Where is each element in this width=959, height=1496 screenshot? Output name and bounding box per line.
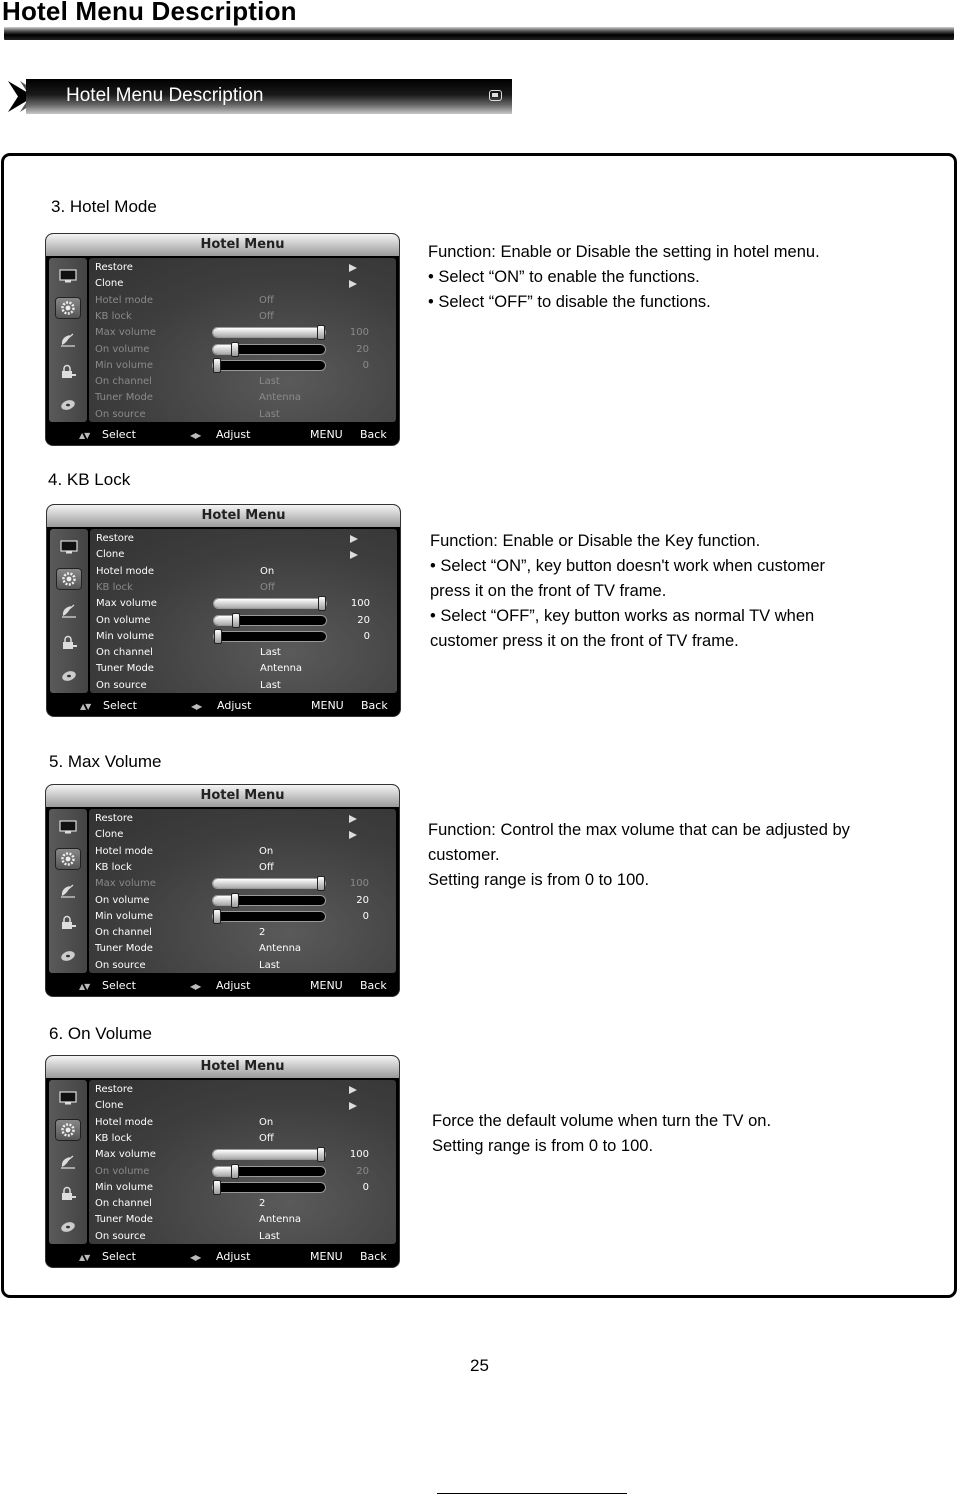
osd-menu-row: [89, 1131, 396, 1147]
osd-footer: [46, 1247, 399, 1267]
osd-menu-row: [89, 860, 396, 876]
lock-icon: [57, 633, 81, 653]
osd-row-label: On channel: [95, 1198, 152, 1210]
osd-volume-slider: [214, 632, 326, 641]
osd-menu-row: [89, 293, 396, 309]
osd-category-sidebar: [49, 1080, 87, 1244]
osd-title: Hotel Menu: [200, 788, 285, 803]
gear-icon: [56, 298, 80, 318]
up-down-arrows-icon: ▲▼: [80, 702, 91, 711]
description-line: Function: Enable or Disable the setting in hotel menu.: [428, 243, 820, 261]
osd-row-label: On source: [95, 959, 146, 971]
osd-row-value: 20: [357, 614, 370, 626]
osd-menu-row: [89, 390, 396, 406]
tv-screen-icon: [56, 1088, 80, 1108]
footer-menu: MENU: [311, 699, 344, 712]
osd-row-value: 100: [349, 327, 369, 339]
osd-row-label: Clone: [96, 549, 125, 561]
description-line: Setting range is from 0 to 100.: [428, 871, 650, 889]
lock-icon: [56, 913, 80, 933]
description-line: press it on the front of TV frame.: [430, 582, 667, 600]
osd-row-label: On volume: [95, 343, 150, 355]
description-line: Function: Control the max volume that can be adjusted by: [428, 821, 850, 839]
osd-row-label: Restore: [95, 262, 133, 273]
footer-menu: MENU: [310, 979, 343, 992]
osd-row-value: 20: [356, 1165, 369, 1177]
osd-row-label: Tuner Mode: [95, 392, 153, 404]
osd-row-value: Off: [259, 310, 274, 322]
osd-row-label: On volume: [95, 1165, 150, 1177]
page-title: Hotel Menu Description: [2, 0, 297, 26]
footer-select: Select: [102, 979, 136, 992]
slider-knob: [213, 358, 221, 373]
slider-knob: [213, 1180, 221, 1195]
osd-menu-row: [90, 629, 397, 645]
description-line: • Select “OFF” to disable the functions.: [428, 293, 711, 311]
osd-row-label: On source: [96, 679, 147, 691]
osd-row-value: Last: [259, 408, 280, 420]
osd-row-value: 100: [349, 878, 369, 890]
osd-footer: [46, 976, 399, 996]
osd-menu-list: [90, 529, 397, 693]
description-hotel-mode: [428, 240, 820, 315]
osd-row-value: 100: [349, 1149, 369, 1161]
osd-row-value: Antenna: [259, 1214, 302, 1226]
osd-menu-row: [89, 1115, 396, 1131]
osd-row-value: Off: [259, 294, 274, 306]
description-max-volume: [428, 818, 850, 893]
section-heading-max-volume: 5. Max Volume: [49, 752, 162, 771]
osd-menu-row: [90, 645, 397, 661]
description-line: • Select “ON”, key button doesn't work when customer: [430, 557, 826, 575]
footer-adjust: Adjust: [216, 979, 251, 992]
osd-row-value: 100: [350, 598, 370, 610]
osd-row-value: Off: [259, 1132, 274, 1144]
hotel-menu-screenshot-kb-lock: [47, 505, 400, 716]
arrow-right-icon: [349, 1102, 357, 1110]
osd-row-label: KB lock: [95, 310, 132, 322]
osd-menu-row: [89, 260, 396, 276]
osd-menu-row: [90, 547, 397, 563]
osd-row-value: Antenna: [260, 663, 303, 675]
lock-icon: [56, 1184, 80, 1204]
osd-volume-slider: [213, 1183, 325, 1192]
osd-row-label: Tuner Mode: [95, 943, 153, 955]
osd-row-value: 2: [259, 927, 266, 939]
osd-menu-row: [90, 580, 397, 596]
osd-row-value: On: [259, 1116, 274, 1128]
osd-menu-row: [89, 827, 396, 843]
up-down-arrows-icon: ▲▼: [79, 982, 90, 991]
osd-category-sidebar: [50, 529, 88, 693]
hotel-menu-screenshot-max-volume: [46, 785, 399, 996]
section-heading-kb-lock: 4. KB Lock: [48, 470, 131, 489]
osd-title: Hotel Menu: [200, 237, 285, 252]
left-right-arrows-icon: ◀▶: [190, 1253, 201, 1262]
disc-icon: [56, 394, 80, 414]
osd-volume-slider: [214, 616, 326, 625]
osd-row-label: On channel: [96, 647, 153, 659]
satellite-dish-icon: [56, 330, 80, 350]
osd-row-value: Last: [260, 679, 281, 691]
osd-row-label: On volume: [95, 894, 150, 906]
osd-row-label: On channel: [95, 927, 152, 939]
slider-knob: [232, 613, 240, 628]
osd-volume-slider: [213, 896, 325, 905]
gear-icon: [56, 849, 80, 869]
osd-row-value: Off: [260, 581, 275, 593]
slider-knob: [317, 325, 325, 340]
osd-title-bar: [47, 505, 400, 527]
osd-row-label: Clone: [95, 829, 124, 841]
footer-menu: MENU: [310, 1250, 343, 1263]
osd-volume-slider: [213, 328, 325, 337]
osd-row-label: Max volume: [95, 327, 156, 339]
osd-row-label: On channel: [95, 376, 152, 388]
osd-menu-row: [89, 941, 396, 957]
disc-icon: [56, 1216, 80, 1236]
footer-back: Back: [360, 1250, 387, 1263]
osd-menu-row: [89, 893, 396, 909]
osd-row-label: KB lock: [95, 1132, 132, 1144]
tv-screen-icon: [56, 817, 80, 837]
osd-row-label: Min volume: [95, 910, 153, 922]
osd-row-label: Max volume: [96, 598, 157, 610]
slider-knob: [231, 1164, 239, 1179]
description-line: • Select “ON” to enable the functions.: [428, 268, 700, 286]
footer-select: Select: [103, 699, 137, 712]
slider-knob: [231, 342, 239, 357]
osd-volume-slider: [213, 1150, 325, 1159]
osd-title-bar: [46, 1056, 399, 1078]
gear-icon: [56, 1120, 80, 1140]
osd-row-label: On source: [95, 1230, 146, 1242]
osd-row-label: KB lock: [95, 861, 132, 873]
osd-menu-row: [89, 325, 396, 341]
osd-volume-slider: [213, 879, 325, 888]
osd-menu-row: [89, 876, 396, 892]
footer-select: Select: [102, 1250, 136, 1263]
osd-row-label: Max volume: [95, 1149, 156, 1161]
osd-menu-list: [89, 809, 396, 973]
osd-volume-slider: [213, 361, 325, 370]
arrow-right-icon: [349, 1086, 357, 1094]
description-on-volume: [432, 1109, 771, 1159]
hotel-menu-screenshot-hotel-mode: [46, 234, 399, 445]
osd-row-value: 0: [362, 359, 369, 371]
section-heading-on-volume: 6. On Volume: [49, 1024, 153, 1043]
osd-row-label: Hotel mode: [96, 565, 155, 577]
osd-title: Hotel Menu: [200, 1059, 285, 1074]
osd-menu-row: [90, 564, 397, 580]
footer-adjust: Adjust: [217, 699, 252, 712]
hotel-menu-screenshot-on-volume: [46, 1056, 399, 1267]
osd-menu-row: [90, 661, 397, 677]
osd-menu-row: [89, 342, 396, 358]
osd-menu-row: [90, 678, 397, 694]
disc-icon: [56, 945, 80, 965]
slider-knob: [317, 876, 325, 891]
disc-icon: [57, 665, 81, 685]
footer-back: Back: [360, 979, 387, 992]
section-heading-hotel-mode: 3. Hotel Mode: [51, 197, 157, 216]
slider-knob: [318, 596, 326, 611]
osd-menu-list: [89, 1080, 396, 1244]
osd-volume-slider: [213, 912, 325, 921]
osd-row-value: Last: [259, 959, 280, 971]
osd-category-sidebar: [49, 258, 87, 422]
arrow-right-icon: [349, 264, 357, 272]
osd-title-bar: [46, 234, 399, 256]
osd-menu-list: [89, 258, 396, 422]
osd-menu-row: [89, 1180, 396, 1196]
square-button-icon: [489, 90, 502, 101]
satellite-dish-icon: [56, 1152, 80, 1172]
osd-footer: [46, 425, 399, 445]
slider-knob: [213, 909, 221, 924]
osd-row-label: KB lock: [96, 581, 133, 593]
left-right-arrows-icon: ◀▶: [190, 982, 201, 991]
footer-back: Back: [361, 699, 388, 712]
osd-menu-row: [89, 276, 396, 292]
osd-title-bar: [46, 785, 399, 807]
osd-menu-row: [89, 1164, 396, 1180]
page-number: 25: [470, 1356, 489, 1375]
section-banner: [8, 79, 512, 114]
bottom-rule: [437, 1493, 627, 1494]
osd-menu-row: [89, 1082, 396, 1098]
up-down-arrows-icon: ▲▼: [79, 431, 90, 440]
footer-adjust: Adjust: [216, 428, 251, 441]
osd-menu-row: [89, 309, 396, 325]
osd-menu-row: [89, 358, 396, 374]
osd-row-label: On source: [95, 408, 146, 420]
left-right-arrows-icon: ◀▶: [190, 431, 201, 440]
slider-knob: [317, 1147, 325, 1162]
gear-icon: [57, 569, 81, 589]
osd-menu-row: [89, 1212, 396, 1228]
osd-row-label: Tuner Mode: [96, 663, 154, 675]
osd-row-value: On: [259, 845, 274, 857]
left-right-arrows-icon: ◀▶: [191, 702, 202, 711]
arrow-right-icon: [349, 280, 357, 288]
osd-row-label: Min volume: [96, 630, 154, 642]
osd-row-value: Antenna: [259, 392, 302, 404]
osd-row-label: Clone: [95, 278, 124, 290]
osd-volume-slider: [213, 345, 325, 354]
osd-row-value: Last: [260, 647, 281, 659]
osd-row-value: 0: [363, 630, 370, 642]
description-kb-lock: [430, 529, 825, 654]
footer-back: Back: [360, 428, 387, 441]
title-rule: [4, 27, 954, 40]
osd-menu-row: [89, 1147, 396, 1163]
banner-bar: [26, 79, 512, 114]
osd-menu-row: [90, 531, 397, 547]
osd-menu-row: [89, 374, 396, 390]
up-down-arrows-icon: ▲▼: [79, 1253, 90, 1262]
arrow-right-icon: [350, 551, 358, 559]
osd-menu-row: [89, 1196, 396, 1212]
osd-row-value: 20: [356, 343, 369, 355]
osd-row-label: Restore: [95, 1084, 133, 1095]
osd-menu-row: [89, 925, 396, 941]
osd-menu-row: [90, 613, 397, 629]
osd-row-label: Hotel mode: [95, 294, 154, 306]
osd-row-value: 2: [259, 1198, 266, 1210]
osd-row-label: On volume: [96, 614, 151, 626]
description-line: customer.: [428, 846, 500, 864]
osd-menu-row: [89, 909, 396, 925]
tv-screen-icon: [56, 266, 80, 286]
osd-row-value: 0: [362, 910, 369, 922]
osd-row-label: Hotel mode: [95, 845, 154, 857]
osd-row-label: Restore: [96, 533, 134, 544]
osd-row-value: Last: [259, 1230, 280, 1242]
osd-row-value: On: [260, 565, 275, 577]
osd-row-label: Max volume: [95, 878, 156, 890]
arrow-right-icon: [349, 815, 357, 823]
description-line: Force the default volume when turn the TV on.: [432, 1112, 772, 1130]
banner-title: Hotel Menu Description: [66, 85, 264, 106]
osd-category-sidebar: [49, 809, 87, 973]
osd-volume-slider: [213, 1167, 325, 1176]
osd-menu-row: [89, 407, 396, 423]
osd-menu-row: [89, 811, 396, 827]
satellite-dish-icon: [56, 881, 80, 901]
osd-menu-row: [89, 1098, 396, 1114]
slider-knob: [214, 629, 222, 644]
arrow-right-icon: [349, 831, 357, 839]
satellite-dish-icon: [57, 601, 81, 621]
osd-row-label: Hotel mode: [95, 1116, 154, 1128]
footer-select: Select: [102, 428, 136, 441]
description-line: customer press it on the front of TV frame.: [430, 632, 739, 650]
osd-row-label: Min volume: [95, 1181, 153, 1193]
osd-row-value: Last: [259, 376, 280, 388]
osd-menu-row: [89, 958, 396, 974]
osd-title: Hotel Menu: [201, 508, 286, 523]
description-line: • Select “OFF”, key button works as normal TV when: [430, 607, 815, 625]
osd-row-label: Tuner Mode: [95, 1214, 153, 1226]
slider-knob: [231, 893, 239, 908]
osd-menu-row: [89, 844, 396, 860]
osd-row-label: Restore: [95, 813, 133, 824]
osd-row-label: Clone: [95, 1100, 124, 1112]
tv-screen-icon: [57, 537, 81, 557]
osd-volume-slider: [214, 599, 326, 608]
osd-row-value: 0: [362, 1181, 369, 1193]
arrow-right-icon: [350, 535, 358, 543]
footer-menu: MENU: [310, 428, 343, 441]
lock-icon: [56, 362, 80, 382]
osd-row-value: Antenna: [259, 943, 302, 955]
osd-row-label: Min volume: [95, 359, 153, 371]
osd-footer: [47, 696, 400, 716]
osd-menu-row: [89, 1229, 396, 1245]
osd-row-value: Off: [259, 861, 274, 873]
footer-adjust: Adjust: [216, 1250, 251, 1263]
description-line: Function: Enable or Disable the Key function.: [430, 532, 761, 550]
osd-row-value: 20: [356, 894, 369, 906]
description-line: Setting range is from 0 to 100.: [432, 1137, 654, 1155]
osd-menu-row: [90, 596, 397, 612]
